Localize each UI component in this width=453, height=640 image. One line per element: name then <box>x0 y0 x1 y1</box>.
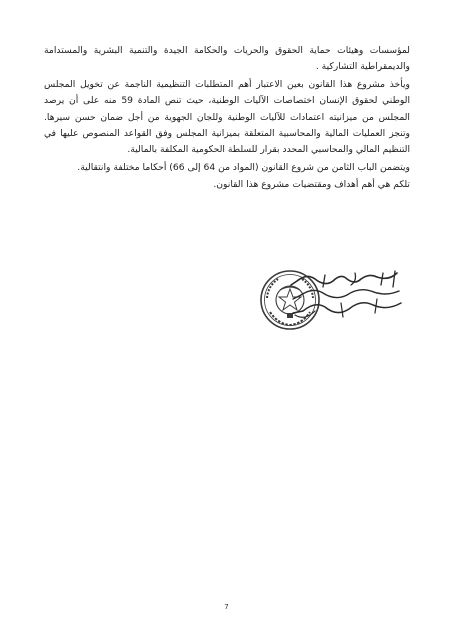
paragraph-3: ويتضمن الباب الثامن من شروع القانون (المواد من 64 إلى 66) أحكاما مختلفة وانتقالية. <box>77 161 410 173</box>
handwritten-signature-icon <box>285 267 405 323</box>
body-text <box>44 43 410 194</box>
page-number: 7 <box>224 603 229 611</box>
paragraph-2: ويأخذ مشروع هذا القانون بعين الاعتبار أهم المتطلبات التنظيمية الناجمة عن تخويل المجلس الوطني لحقوق الإنسان اختصاصات الآليات الوطنية، حيث تنص المادة 59 منه على أن يرصد المجلس من ميزانيته اعتمادات للآليات الوطنية وللجان الجهوية من أجل ضمان حسن سيرها. وتنجز العمليات المالية والمحاسبية المتعلقة بميزانية المجلس وفق القواعد المنصوص عليها في التنظيم المالي والمحاسبي المحدد بقرار للسلطة الحكومية المكلفة بالمالية. <box>44 78 410 156</box>
paragraph-1: لمؤسسات وهيئات حماية الحقوق والحريات والحكامة الجيدة والتنمية البشرية والمستدامة والديمقراطية التشاركية . <box>44 45 410 73</box>
paragraph-4: تلكم هي أهم أهداف ومقتضيات مشروع هذا القانون. <box>213 179 410 191</box>
